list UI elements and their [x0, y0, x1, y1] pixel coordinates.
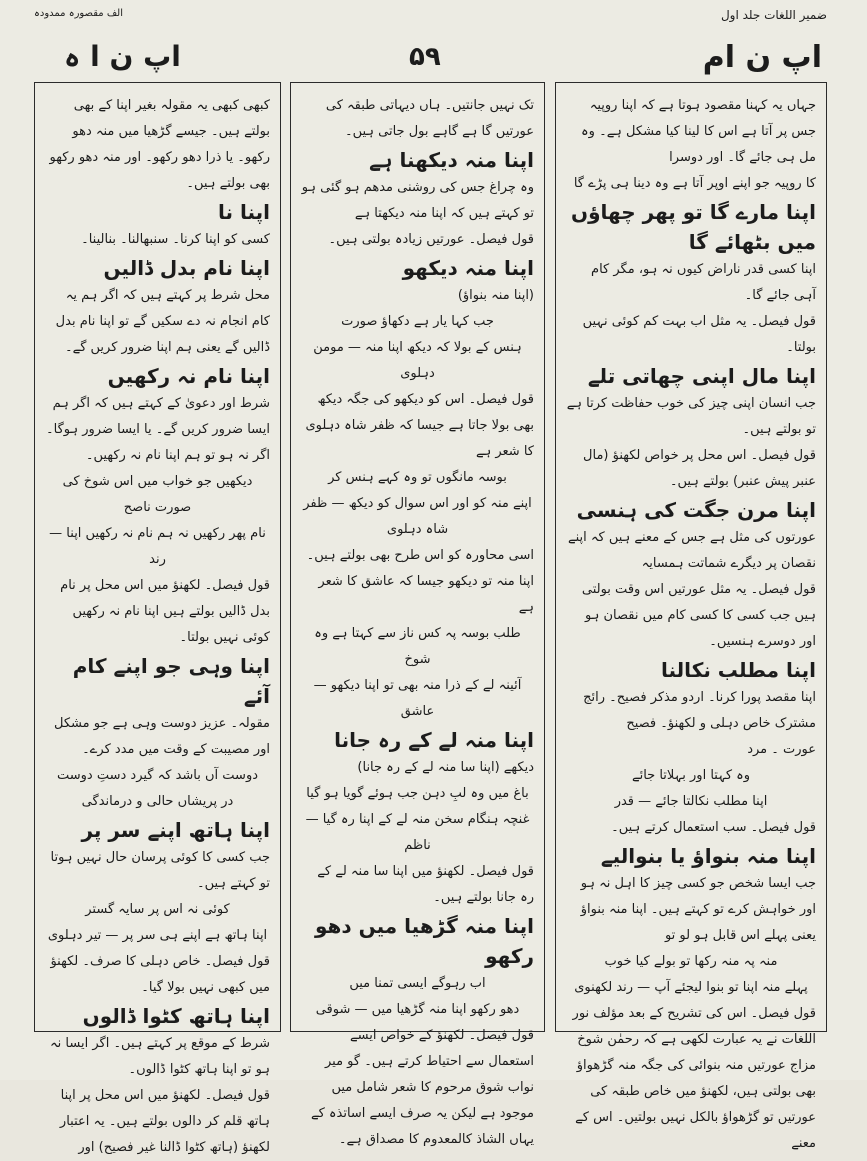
entry-text: مقولہ۔ عزیز دوست وہی ہے جو مشکل اور مصیبت کے وقت میں مدد کرے۔ — [54, 716, 270, 757]
entry-text: عورتوں کی مثل ہے جس کے معنے ہیں کہ اپنے نقصان پر دیگرے شماتت ہمسایہ — [567, 530, 816, 571]
entry-text: تک نہیں جانتیں۔ ہاں دیہاتی طبقہ کی عورتیں گا ہے گاہے بول جاتی ہیں۔ — [325, 98, 534, 139]
running-header — [0, 4, 867, 28]
entry-headword: اپنا منہ گڑھیا میں دھو رکھو — [315, 914, 534, 968]
entry-headword: اپنا مطلب نکالنا — [661, 658, 816, 682]
entry-text: کبھی کبھی یہ مقولہ بغیر اپنا کے بھی بولتے ہیں۔ جیسے گڑھیا میں منہ دھو رکھو۔ یا ذرا دھو رکھو۔ اور منہ دھو رکھو بھی بولتے ہیں۔ — [49, 98, 270, 191]
verse-line: اپنے منہ کو اور اس سوال کو دیکھ — ظفر شاہ دہلوی — [303, 496, 532, 537]
verse-line: وہ کہتا اور بہلاتا جائے — [631, 768, 751, 783]
guide-word-right: اپ ن ام — [702, 40, 822, 75]
entry-headword: اپنا ہاتھ اپنے سر پر — [81, 818, 270, 842]
verse-line: طلب بوسہ پہ کس ناز سے کہتا ہے وہ شوخ — [314, 626, 521, 667]
verse-line: اپنا مطلب نکالتا جائے — قدر — [614, 794, 768, 809]
verse-line: غنچہ ہنگام سخن منہ لے کے اپنا رہ گیا — ناظم — [305, 812, 530, 853]
entry-text: اپنا کسی قدر ناراض کیوں نہ ہو، مگر کام آہی جائے گا۔ — [591, 262, 816, 303]
entry-text: جب انسان اپنی چیز کی خوب حفاظت کرتا ہے تو بولتے ہیں۔ — [566, 396, 816, 437]
entry-headword: اپنا منہ دیکھو — [402, 256, 534, 280]
entry-text: قول فیصل۔ لکھنؤ میں اس محل پر نام بدل ڈالیں بولتے ہیں اپنا نام نہ رکھیں کوئی نہیں بولتا۔ — [60, 578, 270, 645]
verse-line: آئینہ لے کے ذرا منہ بھی تو اپنا دیکھو — عاشق — [313, 678, 522, 719]
entry-text: جہاں یہ کہنا مقصود ہوتا ہے کہ اپنا روپیہ جس پر آتا ہے اس کا لینا کیا مشکل ہے۔ وہ مل ہی جائے گا۔ اور دوسرا — [581, 98, 816, 165]
verse-line: اپنا ہاتھ ہے اپنے ہی سر پر — تیر دہلوی — [47, 928, 268, 943]
entry-headword: اپنا منہ دیکھنا ہے — [369, 148, 534, 172]
page-heading-row — [34, 34, 834, 84]
entry-headword: اپنا مرن جگت کی ہنسی — [576, 498, 816, 522]
entry-headword: اپنا نام بدل ڈالیں — [103, 256, 270, 280]
entry-text: قول فیصل۔ لکھنؤ میں اس محل پر اپنا ہاتھ قلم کر دالوں بولتے ہیں۔ یہ اعتبار لکھنؤ (ہاتھ کٹوا ڈالنا غیر فصیح) اور — [59, 1088, 270, 1155]
entry-text: قول فیصل۔ سب استعمال کرتے ہیں۔ — [611, 820, 816, 835]
verse-line: کوئی نہ اس پر سایہ گستر — [85, 902, 230, 917]
verse-line: دوست آں باشد کہ گیرد دستِ دوست — [56, 768, 259, 783]
running-title: ضمیر اللغات جلد اول — [720, 8, 827, 22]
entry-text: جب کسی کا کوئی پرسان حال نہیں ہوتا تو کہتے ہیں۔ — [50, 850, 270, 891]
verse-line: در پریشاں حالی و درماندگی — [81, 794, 234, 809]
entry-text: شرط کے موقع پر کہتے ہیں۔ اگر ایسا نہ ہو تو اپنا ہاتھ کٹوا ڈالوں۔ — [50, 1036, 270, 1077]
entry-text: اپنا مقصد پورا کرنا۔ اردو مذکر فصیح۔ رائج مشترک خاص دہلی و لکھنؤ۔ فصیح — [583, 690, 816, 731]
verse-line: بوسہ مانگوں تو وہ کہے ہنس کر — [328, 470, 507, 485]
entry-text: عورت ۔ مرد — [747, 742, 816, 757]
column-middle — [290, 82, 545, 1147]
entry-headword: اپنا منہ بنواؤ یا بنوالیے — [600, 844, 816, 868]
entry-headword: اپنا ہاتھ کٹوا ڈالوں — [82, 1004, 270, 1028]
entry-text: دیکھے (اپنا سا منہ لے کے رہ جانا) — [357, 760, 534, 775]
verse-line: دیکھیں جو خواب میں اس شوخ کی صورت ناصح — [62, 474, 253, 515]
verse-line: دھو رکھو اپنا منہ گڑھیا میں — شوقی — [315, 1002, 520, 1017]
entry-headword: اپنا نام نہ رکھیں — [107, 364, 270, 388]
entry-text: (اپنا منہ بنواؤ) — [457, 288, 534, 303]
entry-text: محل شرط پر کہتے ہیں کہ اگر ہم یہ کام انجام نہ دے سکیں گے تو اپنا نام بدل ڈالیں گے یعنی ہم اپنا ضرور کریں گے۔ — [55, 288, 270, 355]
entry-text: کسی کو اپنا کرنا۔ سنبھالنا۔ بنالینا۔ — [81, 232, 270, 247]
entry-text: وہ چراغ جس کی روشنی مدھم ہو گئی ہو تو کہتے ہیں کہ اپنا منہ دیکھتا ہے — [301, 180, 534, 221]
entry-text: قول فیصل۔ اس کو دیکھو کی جگہ دیکھ بھی بولا جاتا ہے جیسا کہ ظفر شاہ دہلوی کا شعر ہے — [305, 392, 534, 459]
verse-line: اب رہوگے ایسی تمنا میں — [349, 976, 486, 991]
verse-line: ہنس کے بولا کہ دیکھ اپنا منہ — مومن دہلوی — [313, 340, 522, 381]
entry-headword: اپنا منہ لے کے رہ جانا — [334, 728, 534, 752]
column-left — [34, 82, 281, 1155]
entry-text: قول فیصل۔ عورتیں زیادہ بولتی ہیں۔ — [328, 232, 534, 247]
entry-headword: اپنا نا — [217, 200, 270, 224]
verse-line: جب کہا یار ہے دکھاؤ صورت — [341, 314, 494, 329]
page-number: ۵۹ — [409, 42, 441, 72]
entry-headword: اپنا مارے گا تو پھر چھاؤں میں بٹھائے گا — [571, 200, 816, 254]
entry-text: شرط اور دعویٰ کے کہتے ہیں کہ اگر ہم ایسا ضرور کریں گے۔ یا ایسا ضرور ہوگا۔ اگر نہ ہو تو ہم اپنا نام نہ رکھیں۔ — [45, 396, 270, 463]
verse-line: منہ پہ منہ رکھا تو بولے کیا خوب — [604, 954, 778, 969]
entry-headword: اپنا مال اپنی چھاتی تلے — [587, 364, 816, 388]
verse-line: باغ میں وہ لبِ دہن جب ہوئے گویا ہو گیا — [306, 786, 529, 801]
entry-text: قول فیصل۔ لکھنؤ میں اپنا سا منہ لے کے رہ جانا بولتے ہیں۔ — [317, 864, 534, 905]
entry-text: قول فیصل۔ اس کی تشریح کے بعد مؤلف نور اللغات نے یہ عبارت لکھی ہے کہ رحمٰن شوخ مزاج عورتیں منہ بنوائی کی جگہ منہ گڑھواؤ بھی بولتی ہیں، لکھنؤ میں خاص طبقہ کی عورتیں تو گڑھواؤ بالکل نہیں بولتیں۔ اس کے معنے — [572, 1006, 816, 1151]
entry-headword: اپنا وہی جو اپنے کام آئے — [72, 654, 270, 708]
column-right — [555, 82, 827, 1151]
verse-line: نام پھر رکھیں نہ ہم نام نہ رکھیں اپنا — رند — [49, 526, 266, 567]
entry-text: اسی محاورہ کو اس طرح بھی بولتے ہیں۔ اپنا منہ تو دیکھو جیسا کہ عاشق کا شعر ہے — [306, 548, 534, 615]
entry-text: قول فیصل۔ لکھنؤ کے خواص ایسے استعمال سے احتیاط کرتے ہیں۔ گو میر نواب شوق مرحوم کا شعر شامل میں موجود ہے لیکن یہ صرف ایسے اساتذہ کے یہاں الشاذ کالمعدوم کا مصداق ہے۔ — [310, 1028, 534, 1147]
running-section: الف مقصورہ ممدودہ — [34, 8, 124, 19]
entry-text: قول فیصل۔ یہ مثل عورتیں اس وقت بولتی ہیں جب کسی کا کسی کام میں نقصان ہو اور دوسرے ہنسیں۔ — [581, 582, 816, 649]
entry-text: قول فیصل۔ اس محل پر خواص لکھنؤ (مال عنبر پیش عنبر) بولتے ہیں۔ — [583, 448, 816, 489]
verse-line: پہلے منہ اپنا تو بنوا لیجئے آپ — رند لکھنوی — [574, 980, 808, 995]
entry-text: کا روپیہ جو اپنے اوپر آتا ہے وہ دینا ہی پڑے گا — [573, 176, 816, 191]
entry-text: قول فیصل۔ خاص دہلی کا صرف۔ لکھنؤ میں کبھی نہیں بولا گیا۔ — [50, 954, 270, 995]
guide-word-left: اپ ن ا ہ — [64, 40, 181, 73]
entry-text: قول فیصل۔ یہ مثل اب بہت کم کوئی نہیں بولتا۔ — [582, 314, 816, 355]
entry-text: جب ایسا شخص جو کسی چیز کا اہل نہ ہو اور خواہش کرے تو کہتے ہیں۔ اپنا منہ بنواؤ یعنی پہلے اس قابل ہو لو تو — [580, 876, 816, 943]
